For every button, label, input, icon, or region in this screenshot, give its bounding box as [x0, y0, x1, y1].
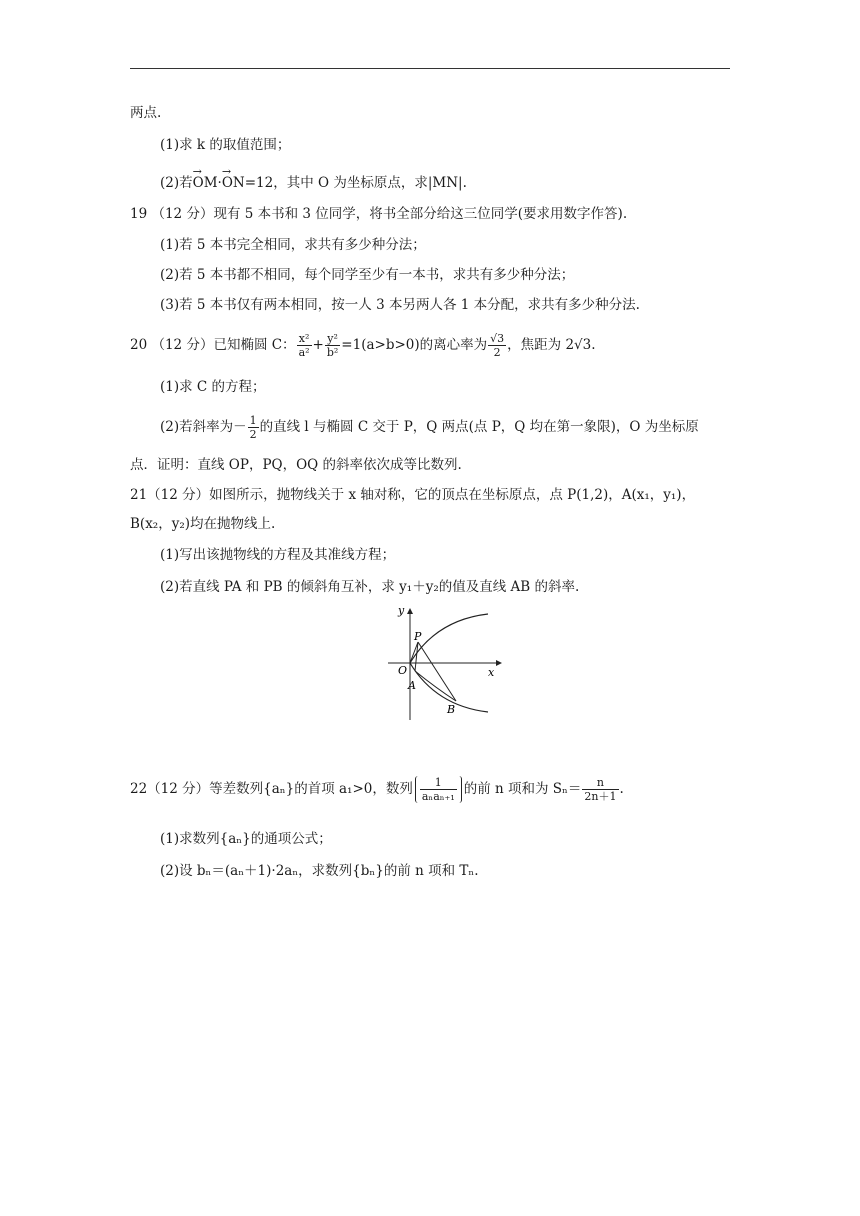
q19-part1: (1)若 5 本书完全相同，求共有多少种分法； [160, 237, 426, 253]
text-line: 两点. [130, 105, 162, 121]
q21-heading: 21（12 分）如图所示，抛物线关于 x 轴对称，它的顶点在坐标原点，点 P(1,2)，A(x₁，y₁)， [130, 487, 696, 503]
sequence-braces [415, 776, 462, 803]
segment-pb [418, 642, 456, 701]
q21-part2: (2)若直线 PA 和 PB 的倾斜角互补，求 y₁＋y₂的值及直线 AB 的斜率. [160, 579, 580, 595]
q21-heading-cont: B(x₂，y₂)均在抛物线上. [130, 516, 276, 532]
fraction-reciprocal: $\frac{1}{\text{aₙaₙ₊₁}}$ [421, 776, 455, 803]
label-b: B [447, 703, 456, 716]
y-axis-arrow [407, 608, 413, 614]
q18-part2: (2)若→ OM·→ ON=12，其中 O 为坐标原点，求|MN|. [160, 174, 467, 192]
vector-on: → ON [222, 174, 245, 192]
q22-part2: (2)设 bₙ＝(aₙ＋1)·2aₙ，求数列{bₙ}的前 n 项和 Tₙ. [160, 863, 479, 879]
x-axis-arrow [496, 660, 502, 666]
label-x: x [488, 666, 495, 679]
q22-heading: 22（12 分）等差数列{aₙ}的首项 a₁>0，数列 $\frac{1}{\text{aₙaₙ₊₁}}$ 的前 n 项和为 Sₙ＝ $\frac{n}{2n+1}$ . [130, 776, 624, 803]
q19-part2: (2)若 5 本书都不相同，每个同学至少有一本书，求共有多少种分法； [160, 267, 575, 283]
fraction-y2-b2: $\frac{\text{y²}}{\text{b²}}$ [326, 332, 339, 359]
vector-om: → OM [193, 174, 218, 192]
fraction-eccentricity: $\frac{√3}{2}$ [490, 332, 505, 359]
q20-heading: 20 （12 分）已知椭圆 C： $\frac{\text{x²}}{\text{a²}}$ + $\frac{\text{y²}}{\text{b²}}$ =1(a>b>0)的离心率为 $\frac{√3}{2}$ ，焦距为 2√3. [130, 332, 596, 359]
label-p: P [414, 630, 422, 643]
q20-part1: (1)求 C 的方程； [160, 379, 266, 395]
fraction-x2-a2: $\frac{\text{x²}}{\text{a²}}$ [298, 332, 310, 359]
q22-part1: (1)求数列{aₙ}的通项公式； [160, 831, 332, 847]
q18-part1: (1)求 k 的取值范围； [160, 137, 291, 153]
q19-heading: 19 （12 分）现有 5 本书和 3 位同学，将书全部分给这三位同学(要求用数字作答). [130, 206, 628, 222]
label-a: A [408, 679, 416, 692]
q20-part2-cont: 点．证明：直线 OP，PQ，OQ 的斜率依次成等比数列. [130, 457, 462, 473]
q20-part2: (2)若斜率为－ $\frac{1}{2}$ 的直线 l 与椭圆 C 交于 P，Q 两点(点 P，Q 均在第一象限)，O 为坐标原 [160, 414, 699, 441]
fraction-sum: $\frac{n}{2n+1}$ [584, 776, 617, 803]
segment-ab [415, 671, 456, 701]
label-y: y [398, 604, 405, 617]
parabola-figure [380, 600, 510, 725]
label-o: O [398, 664, 408, 677]
q21-part1: (1)写出该抛物线的方程及其准线方程； [160, 547, 396, 563]
header-rule [130, 68, 730, 69]
q19-part3: (3)若 5 本书仅有两本相同，按一人 3 本另两人各 1 本分配，求共有多少种分法. [160, 297, 640, 313]
fraction-slope: $\frac{1}{2}$ [249, 414, 257, 441]
